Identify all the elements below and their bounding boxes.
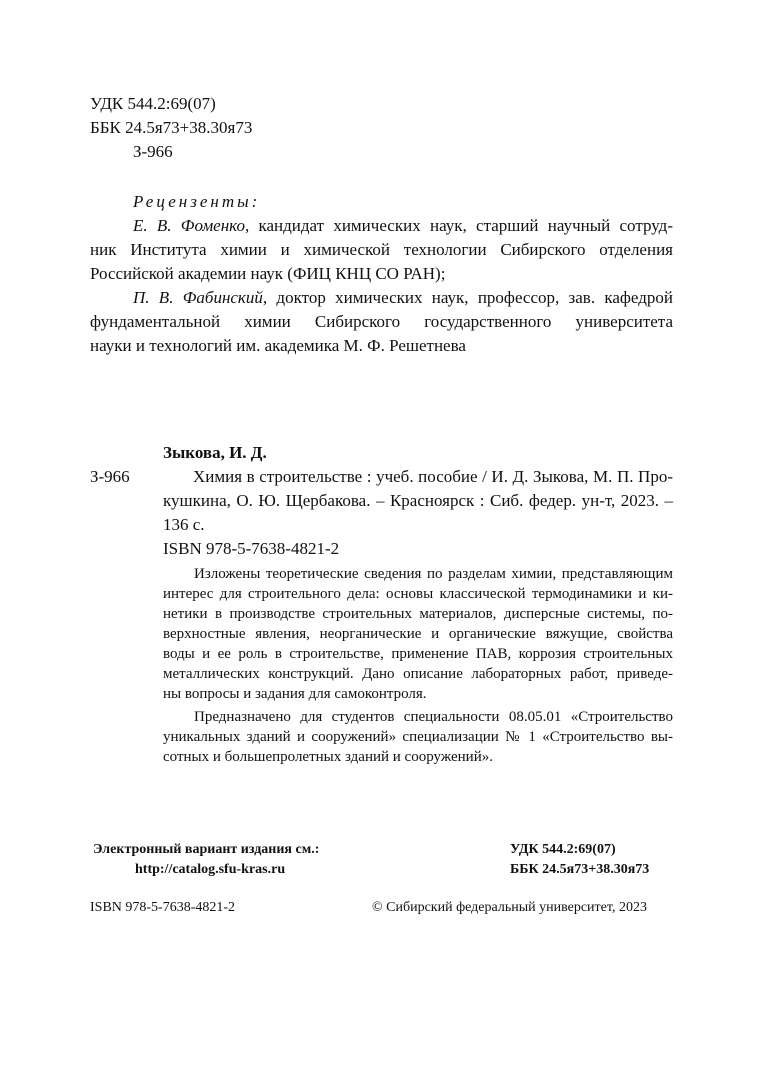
record-line-3: 136 с. [163, 515, 205, 534]
footer-bbk: ББК 24.5я73+38.30я73 [510, 862, 650, 877]
bbk-line: ББК 24.5я73+38.30я73 [90, 118, 253, 137]
purpose-line-2: уникальных зданий и сооружений» специализации № 1 «Строительство вы- [163, 729, 673, 745]
abstract-line-6: металлических конструкций. Дано описание лабораторных работ, приведе- [163, 666, 673, 682]
footer-isbn: ISBN 978-5-7638-4821-2 [90, 900, 236, 915]
record-line-2: кушкина, О. Ю. Щербакова. – Красноярск : Сиб. федер. ун-т, 2023. – [163, 491, 673, 510]
abstract-line-7: ны вопросы и задания для самоконтроля. [163, 686, 427, 702]
footer-udk: УДК 544.2:69(07) [510, 842, 616, 857]
reviewer-2-line-2: фундаментальной химии Сибирского государственного университета [90, 312, 673, 331]
catalog-url: http://catalog.sfu-kras.ru [135, 862, 286, 877]
abstract-line-3: нетики в производстве строительных материалов, дисперсные системы, по- [163, 606, 673, 622]
reviewer-1-line-3: Российской академии наук (ФИЦ КНЦ СО РАН); [90, 264, 446, 283]
copyright: © Сибирский федеральный университет, 2023 [372, 900, 647, 915]
record-isbn: ISBN 978-5-7638-4821-2 [163, 539, 340, 558]
abstract-line-2: интерес для строительного дела: основы классической термодинамики и ки- [163, 586, 673, 602]
electronic-version-label: Электронный вариант издания см.: [93, 842, 320, 857]
abstract-line-5: воды и ее роль в строительстве, применение ПАВ, коррозия строительных [163, 646, 673, 662]
purpose-line-3: сотных и большепролетных зданий и сооружений». [163, 749, 493, 765]
udk-line: УДК 544.2:69(07) [90, 94, 216, 113]
abstract-line-4: верхностные явления, неорганические и органические вяжущие, свойства [163, 626, 673, 642]
reviewer-1-line-2: ник Института химии и химической технологии Сибирского отделения [90, 240, 673, 259]
reviewer-2-line-3: науки и технологий им. академика М. Ф. Решетнева [90, 336, 466, 355]
record-line-1: Химия в строительстве : учеб. пособие / И. Д. Зыкова, М. П. Про- [193, 467, 673, 486]
reviewer-1-line-1: Е. В. Фоменко, кандидат химических наук, старший научный сотруд- [133, 216, 673, 235]
purpose-line-1: Предназначено для студентов специальности 08.05.01 «Строительство [194, 709, 673, 725]
reviewers-heading: Рецензенты: [133, 192, 261, 211]
record-mark: З-966 [90, 467, 130, 486]
book-author: Зыкова, И. Д. [163, 443, 267, 462]
abstract-line-1: Изложены теоретические сведения по разделам химии, представляющим [194, 566, 673, 582]
reviewer-2-line-1: П. В. Фабинский, доктор химических наук, профессор, зав. кафедрой [133, 288, 673, 307]
author-mark: З-966 [133, 142, 173, 161]
